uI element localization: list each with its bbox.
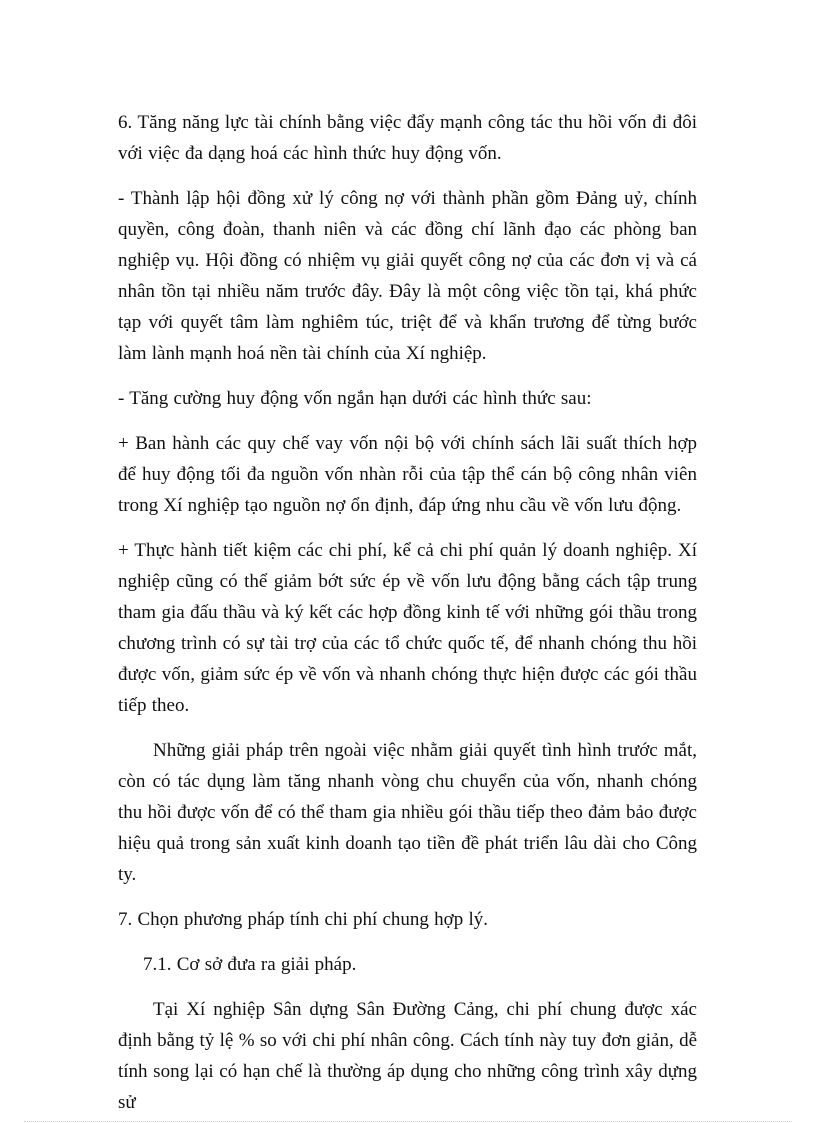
paragraph-debt-council: - Thành lập hội đồng xử lý công nợ với thành phần gồm Đảng uỷ, chính quyền, công đoàn, thanh niên và các đồng chí lãnh đạo các phòng ban nghiệp vụ. Hội đồng có nhiệm vụ giải quyết công nợ của các đơn vị và cá nhân tồn tại nhiều năm trước đây. Đây là một công việc tồn tại, khá phức tạp với quyết tâm làm nghiêm túc, triệt để và khẩn trương để từng bước làm lành mạnh hoá nền tài chính của Xí nghiệp. <box>118 188 697 364</box>
section-7-1-heading: 7.1. Cơ sở đưa ra giải pháp. <box>143 954 357 975</box>
paragraph-cost-saving: + Thực hành tiết kiệm các chi phí, kể cả chi phí quản lý doanh nghiệp. Xí nghiệp cũng có thể giảm bớt sức ép về vốn lưu động bằng cách tập trung tham gia đấu thầu và ký kết các hợp đồng kinh tế với những gói thầu trong chương trình có sự tài trợ của các tổ chức quốc tế, để nhanh chóng thu hồi được vốn, giảm sức ép về vốn và nhanh chóng thực hiện được các gói thầu tiếp theo. <box>118 540 697 716</box>
section-6-heading: 6. Tăng năng lực tài chính bằng việc đẩy mạnh công tác thu hồi vốn đi đôi với việc đa dạng hoá các hình thức huy động vốn. <box>118 112 697 164</box>
page-bottom-divider <box>24 1121 792 1122</box>
paragraph-summary: Những giải pháp trên ngoài việc nhằm giải quyết tình hình trước mắt, còn có tác dụng làm tăng nhanh vòng chu chuyển của vốn, nhanh chóng thu hồi được vốn để có thể tham gia nhiều gói thầu tiếp theo đảm bảo được hiệu quả trong sản xuất kinh doanh tạo tiền đề phát triển lâu dài cho Công ty. <box>118 740 697 885</box>
document-body <box>118 107 697 1123</box>
paragraph-short-term-capital: - Tăng cường huy động vốn ngắn hạn dưới các hình thức sau: <box>118 388 592 409</box>
paragraph-internal-loans: + Ban hành các quy chế vay vốn nội bộ với chính sách lãi suất thích hợp để huy động tối đa nguồn vốn nhàn rỗi của tập thể cán bộ công nhân viên trong Xí nghiệp tạo nguồn nợ ổn định, đáp ứng nhu cầu về vốn lưu động. <box>118 433 697 516</box>
section-7-heading: 7. Chọn phương pháp tính chi phí chung hợp lý. <box>118 909 489 930</box>
paragraph-overhead-cost: Tại Xí nghiệp Sân dựng Sân Đường Cảng, chi phí chung được xác định bằng tỷ lệ % so với chi phí nhân công. Cách tính này tuy đơn giản, dễ tính song lại có hạn chế là thường áp dụng cho những công trình xây dựng sử <box>118 999 697 1113</box>
